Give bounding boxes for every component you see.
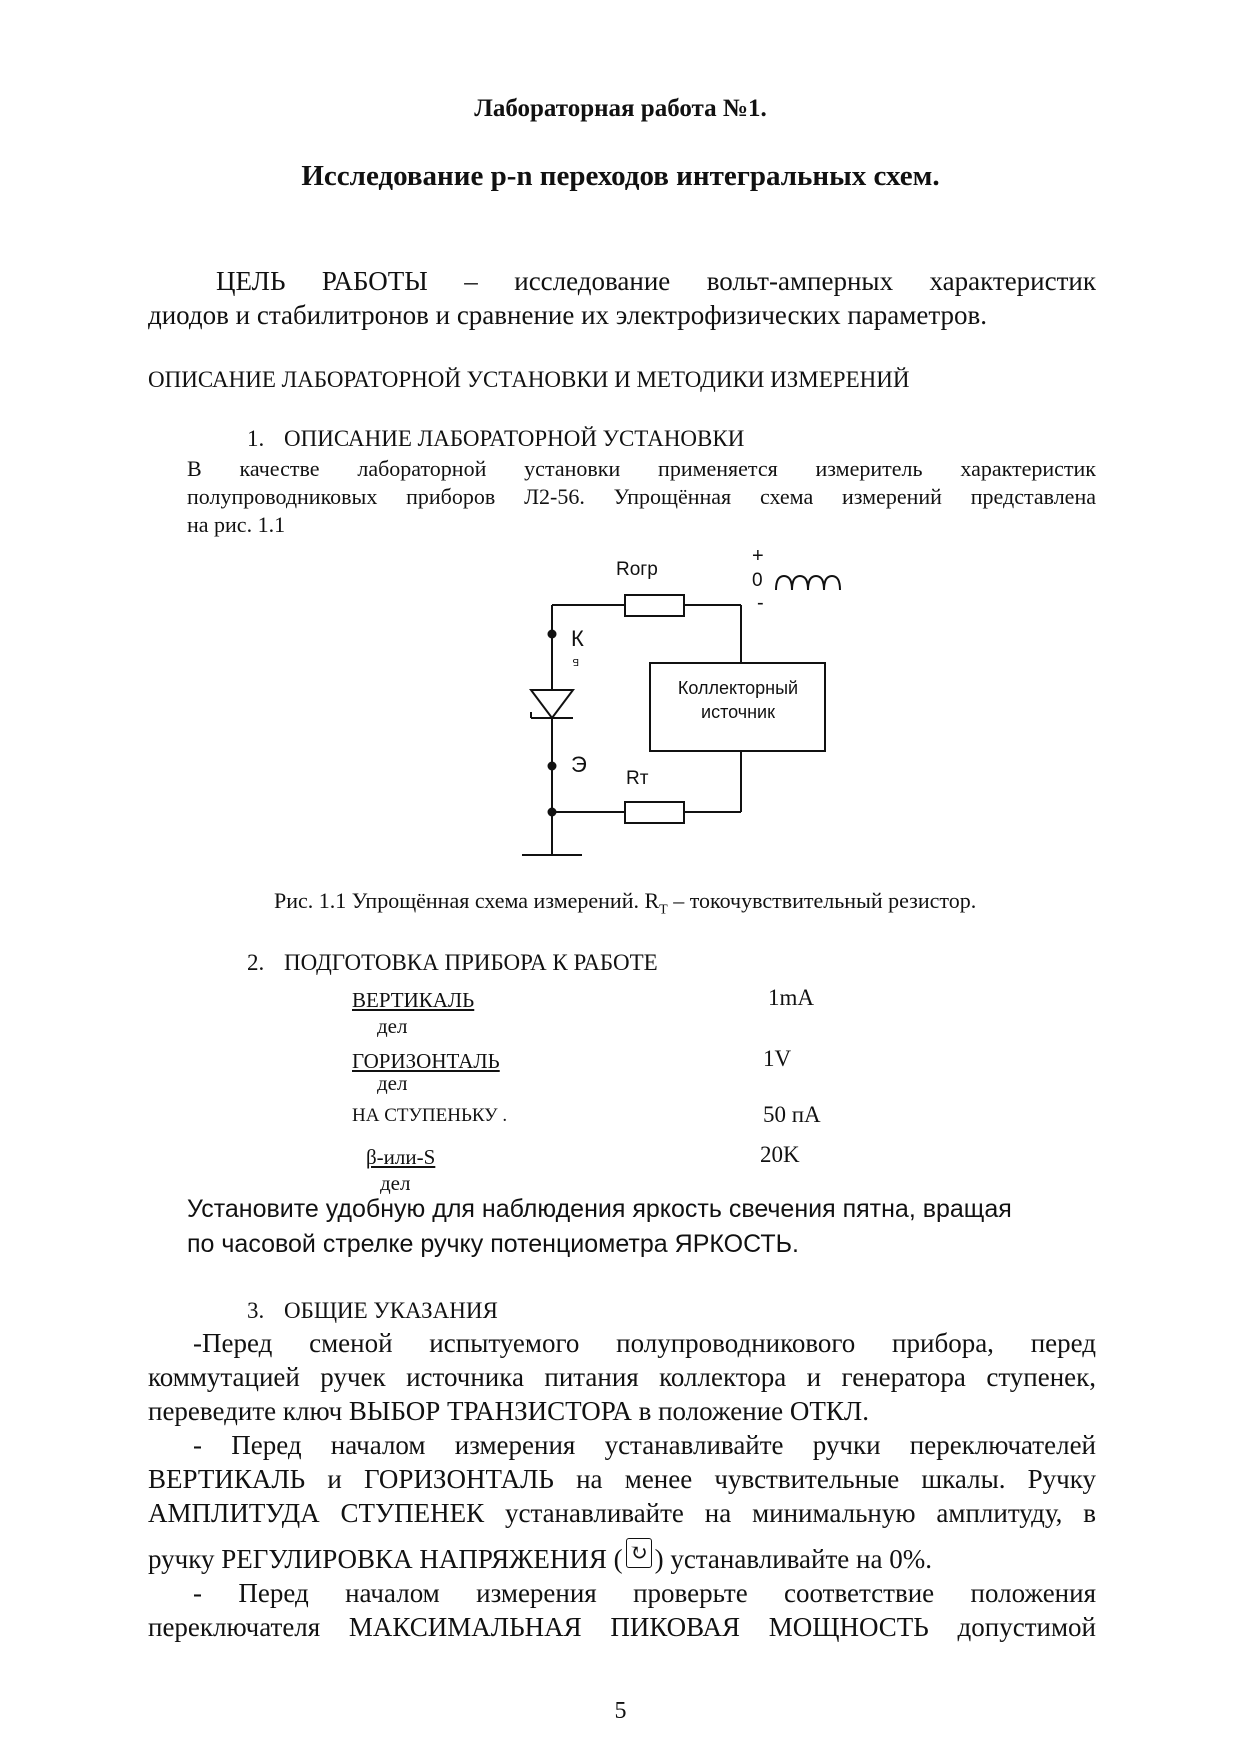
section1-heading: ОПИСАНИЕ ЛАБОРАТОРНОЙ УСТАНОВКИ <box>284 426 745 451</box>
r-limit-label: Rогр <box>616 559 658 580</box>
p2-line-3: АМПЛИТУДА СТУПЕНЕК устанавливайте на минимальную амплитуду, в <box>148 1498 1096 1528</box>
param-horizontal-name: ГОРИЗОНТАЛЬ <box>352 1049 500 1073</box>
param-vertical-unit: дел <box>377 1014 408 1038</box>
section1-line-2: полупроводниковых приборов Л2-56. Упрощённая схема измерений представлена <box>187 484 1096 509</box>
rt-resistor <box>625 802 684 823</box>
collector-label-1: Коллекторный <box>677 678 799 698</box>
coil-icon <box>776 576 840 590</box>
note-line-1: Установите удобную для наблюдения яркость свечения пятна, вращая <box>187 1195 1012 1223</box>
plus-label: + <box>752 545 764 567</box>
node-ground <box>548 808 557 817</box>
r-limit-resistor <box>625 595 684 616</box>
diode-symbol <box>531 690 573 718</box>
goal-line-1: ЦЕЛЬ РАБОТЫ – исследование вольт-амперных характеристик <box>216 266 1096 296</box>
p2-line-2: ВЕРТИКАЛЬ и ГОРИЗОНТАЛЬ на менее чувствительные шкалы. Ручку <box>148 1464 1096 1494</box>
lab-title: Лабораторная работа №1. <box>474 95 767 122</box>
p2-line-4: ручку РЕГУЛИРОВКА НАПРЯЖЕНИЯ ( ↻ ) устанавливайте на 0%. <box>148 1540 932 1574</box>
param-horizontal-unit: дел <box>377 1071 408 1095</box>
e-label: Э <box>571 752 587 777</box>
note-line-2: по часовой стрелке ручку потенциометра ЯРКОСТЬ. <box>187 1230 799 1258</box>
figure-caption: Рис. 1.1 Упрощённая схема измерений. $R_T$ – токочувствительный резистор. <box>274 888 977 918</box>
b-label: Б <box>572 656 579 667</box>
voltage-regulator-icon: ↻ <box>626 1538 652 1568</box>
section3-heading: ОБЩИЕ УКАЗАНИЯ <box>284 1298 498 1323</box>
param-beta-unit: дел <box>380 1171 411 1195</box>
param-beta-name: β-или-S <box>366 1145 436 1169</box>
param-vertical-name: ВЕРТИКАЛЬ <box>352 988 475 1012</box>
collector-label-2: источник <box>701 702 775 722</box>
param-beta-value: 20K <box>760 1142 800 1167</box>
section2-number: 2. <box>247 950 265 975</box>
section2-heading: ПОДГОТОВКА ПРИБОРА К РАБОТЕ <box>284 950 658 975</box>
p2-line-1: - Перед началом измерения устанавливайте ручки переключателей <box>193 1430 1096 1460</box>
param-horizontal-value: 1V <box>763 1046 792 1071</box>
rt-label: Rт <box>626 768 649 789</box>
p3-line-1: - Перед началом измерения проверьте соответствие положения <box>193 1578 1096 1608</box>
page-number: 5 <box>614 1698 627 1724</box>
section1-line-1: В качестве лабораторной установки применяется измеритель характеристик <box>187 456 1096 481</box>
param-step-value: 50 пА <box>763 1102 821 1127</box>
p1-line-3: переведите ключ ВЫБОР ТРАНЗИСТОРА в положение ОТКЛ. <box>148 1396 869 1426</box>
minus-label: - <box>757 592 764 614</box>
section1-line-3: на рис. 1.1 <box>187 512 286 537</box>
section3-number: 3. <box>247 1298 265 1323</box>
section1-number: 1. <box>247 426 265 451</box>
goal-line-2: диодов и стабилитронов и сравнение их электрофизических параметров. <box>148 300 987 330</box>
p1-line-2: коммутацией ручек источника питания коллектора и генератора ступенек, <box>148 1362 1096 1392</box>
zero-label: 0 <box>752 570 763 591</box>
param-step-name: НА СТУПЕНЬКУ . <box>352 1105 508 1126</box>
k-label: К <box>571 626 584 651</box>
node-k <box>548 630 557 639</box>
node-e <box>548 762 557 771</box>
section-heading: ОПИСАНИЕ ЛАБОРАТОРНОЙ УСТАНОВКИ И МЕТОДИКИ ИЗМЕРЕНИЙ <box>148 367 910 392</box>
param-vertical-value: 1mA <box>768 985 814 1010</box>
main-title: Исследование p-n переходов интегральных схем. <box>301 160 940 192</box>
p3-line-2: переключателя МАКСИМАЛЬНАЯ ПИКОВАЯ МОЩНОСТЬ допустимой <box>148 1612 1096 1642</box>
p1-line-1: -Перед сменой испытуемого полупроводникового прибора, перед <box>193 1328 1096 1358</box>
